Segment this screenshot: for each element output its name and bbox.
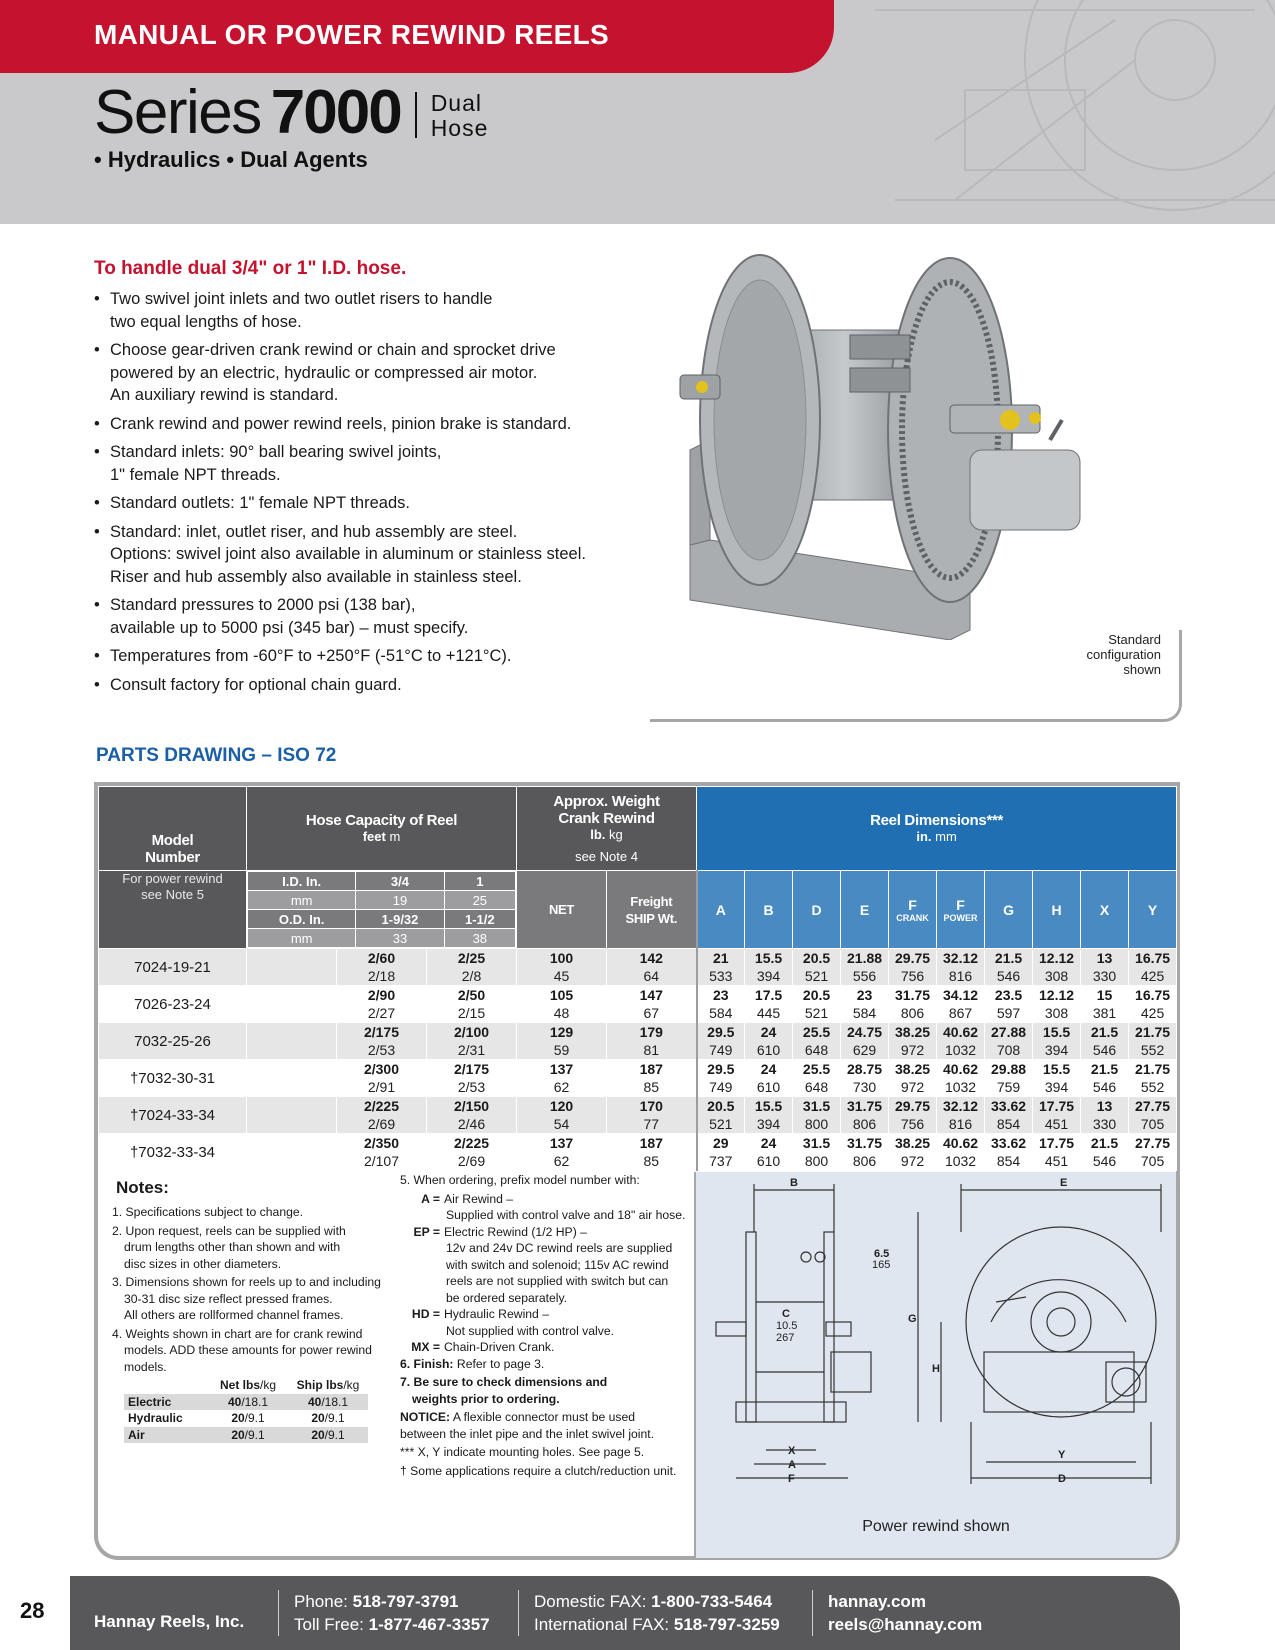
fax-block: Domestic FAX: 1-800-733-5464 International FAX: 518-797-3259 <box>534 1592 780 1634</box>
phone-number[interactable]: 518-797-3791 <box>352 1592 459 1611</box>
web-block <box>828 1590 982 1636</box>
banner <box>0 0 834 73</box>
table-cell: 13 330 <box>1081 1097 1129 1134</box>
page-number-box <box>0 1576 70 1650</box>
xy-note: *** X, Y indicate mounting holes. See page 5. <box>400 1445 645 1459</box>
series-word: Series <box>94 78 261 147</box>
table-row <box>99 949 1177 986</box>
table-row <box>99 1134 1177 1171</box>
table-cell: 40.62 1032 <box>937 1060 985 1097</box>
model-number: †7032-33-34 <box>99 1134 247 1171</box>
table-cell: 27.75 705 <box>1129 1134 1177 1171</box>
table-cell: 15.5 394 <box>1033 1023 1081 1060</box>
table-cell: 29.75 756 <box>889 1097 937 1134</box>
series-subline: • Hydraulics • Dual Agents <box>94 147 368 172</box>
feature-bullet: • Temperatures from -60°F to +250°F (-51°C to +121°C). <box>94 645 654 668</box>
table-cell: 27.75 705 <box>1129 1097 1177 1134</box>
banner-title: MANUAL OR POWER REWIND REELS <box>94 19 609 50</box>
table-cell: 147 67 <box>607 986 697 1023</box>
dim-col-header: D <box>793 871 841 949</box>
table-cell: 16.75 425 <box>1129 949 1177 986</box>
dim-col-header: H <box>1033 871 1081 949</box>
hose-size-grid: I.D. In. 3/4 1 mm 19 25 O.D. In. 1-9/32 1-1/2 mm 33 38 <box>247 871 517 949</box>
footer-divider <box>278 1590 279 1636</box>
table-cell: 120 54 <box>517 1097 607 1134</box>
weight-row: Electric 40/18.1 40/18.1 <box>124 1394 368 1411</box>
power-weight-table: Net lbs/kg Ship lbs/kg Electric 40/18.1 40/18.1 Hydraulic 20/9.1 20/9.1 Air 20/9.1 20/9.1 <box>124 1377 368 1443</box>
table-cell: 2/25 2/8 <box>427 949 517 986</box>
legend-entry: MX = Chain-Driven Crank. <box>411 1340 555 1354</box>
feature-bullet: • Standard inlets: 90° ball bearing swivel joints, 1" female NPT threads. <box>94 441 654 486</box>
reel-product-image <box>650 240 1182 640</box>
table-cell: 38.25 972 <box>889 1023 937 1060</box>
table-cell: 17.75 451 <box>1033 1134 1081 1171</box>
note-3: 3. Dimensions shown for reels up to and including 30-31 disc size reflect pressed frames. All others are rollformed channel frames. <box>112 1275 381 1322</box>
svg-text:10.5: 10.5 <box>776 1320 798 1332</box>
svg-text:267: 267 <box>776 1332 795 1344</box>
page-number: 28 <box>20 1598 45 1623</box>
website-link[interactable]: hannay.com <box>828 1592 926 1611</box>
dim-col-header: E <box>841 871 889 949</box>
table-cell: 33.62 854 <box>985 1134 1033 1171</box>
svg-text:Y: Y <box>1058 1449 1066 1461</box>
table-cell: 21.88 556 <box>841 949 889 986</box>
table-cell: 38.25 972 <box>889 1060 937 1097</box>
table-cell: 38.25 972 <box>889 1134 937 1171</box>
note-4: 4. Weights shown in chart are for crank rewind models. ADD these amounts for power rewind models. <box>112 1326 372 1374</box>
table-cell: 24 610 <box>745 1134 793 1171</box>
table-cell: 32.12 816 <box>937 1097 985 1134</box>
table-cell: 31.5 800 <box>793 1097 841 1134</box>
dim-col-header: F CRANK <box>889 871 937 949</box>
notes-title: Notes: <box>116 1178 169 1197</box>
table-cell: 15.5 394 <box>745 1097 793 1134</box>
phone-block: Phone: 518-797-3791 Toll Free: 1-877-467-3357 <box>294 1592 490 1634</box>
dim-col-header: Y <box>1129 871 1177 949</box>
dagger-note: † Some applications require a clutch/reduction unit. <box>400 1463 677 1478</box>
footer-divider <box>812 1590 813 1636</box>
table-cell: 2/175 2/53 <box>337 1023 427 1060</box>
table-cell <box>247 986 337 1023</box>
table-cell: 17.5 445 <box>745 986 793 1023</box>
reel-watermark-icon <box>815 0 1275 224</box>
table-cell: 31.75 806 <box>841 1134 889 1171</box>
table-cell: 13 330 <box>1081 949 1129 986</box>
table-cell: 129 59 <box>517 1023 607 1060</box>
table-cell: 23 584 <box>841 986 889 1023</box>
table-cell: 29.5 749 <box>697 1060 745 1097</box>
feature-bullet: • Consult factory for optional chain guard. <box>94 674 654 697</box>
table-cell: 15.5 394 <box>745 949 793 986</box>
capacity-header: Hose Capacity of Reel feet m <box>247 787 517 871</box>
model-number: 7032-25-26 <box>99 1023 247 1060</box>
notes-panel <box>98 1172 694 1558</box>
note-2: 2. Upon request, reels can be supplied with drum lengths other than shown and with disc sizes in other diameters. <box>112 1223 346 1271</box>
table-cell: 23 584 <box>697 986 745 1023</box>
table-cell: 29.5 749 <box>697 1023 745 1060</box>
table-cell: 32.12 816 <box>937 949 985 986</box>
svg-text:G: G <box>908 1313 917 1325</box>
table-cell: 2/100 2/31 <box>427 1023 517 1060</box>
dim-col-header: A <box>697 871 745 949</box>
table-cell: 137 62 <box>517 1134 607 1171</box>
table-cell: 187 85 <box>607 1060 697 1097</box>
notes-right <box>400 1172 690 1481</box>
table-cell: 29.75 756 <box>889 949 937 986</box>
model-header: Model Number <box>99 787 247 871</box>
table-cell: 2/50 2/15 <box>427 986 517 1023</box>
table-cell: 17.75 451 <box>1033 1097 1081 1134</box>
parts-drawing-heading: PARTS DRAWING – ISO 72 <box>96 745 337 766</box>
prefix-legend <box>400 1191 690 1356</box>
table-row <box>99 1097 1177 1134</box>
model-number: 7024-19-21 <box>99 949 247 986</box>
series-number: 7000 <box>270 78 401 147</box>
svg-text:165: 165 <box>872 1259 891 1271</box>
table-cell: 100 45 <box>517 949 607 986</box>
svg-text:D: D <box>1058 1473 1066 1485</box>
notice: NOTICE: A flexible connector must be used between the inlet pipe and the inlet swivel joint. <box>400 1410 655 1441</box>
table-cell: 25.5 648 <box>793 1060 841 1097</box>
table-cell: 170 77 <box>607 1097 697 1134</box>
notes-left <box>112 1204 382 1443</box>
table-cell: 24 610 <box>745 1023 793 1060</box>
dim-label-b: B <box>790 1177 798 1189</box>
table-cell: 105 48 <box>517 986 607 1023</box>
table-cell: 27.88 708 <box>985 1023 1033 1060</box>
feature-bullet: • Choose gear-driven crank rewind or chain and sprocket drive powered by an electric, hydraulic or compressed air motor. An auxiliary rewind is standard. <box>94 339 654 407</box>
table-cell: 21.5 546 <box>985 949 1033 986</box>
table-cell: 25.5 648 <box>793 1023 841 1060</box>
dim-col-header: F POWER <box>937 871 985 949</box>
svg-text:6.5: 6.5 <box>874 1248 890 1260</box>
legend-entry: HD = Hydraulic Rewind – Not supplied with control valve. <box>411 1307 615 1338</box>
table-cell: 21.75 552 <box>1129 1060 1177 1097</box>
table-cell: 142 64 <box>607 949 697 986</box>
table-cell: 23.5 597 <box>985 986 1033 1023</box>
table-cell: 15 381 <box>1081 986 1129 1023</box>
table-cell: 2/300 2/91 <box>337 1060 427 1097</box>
table-cell: 29.88 759 <box>985 1060 1033 1097</box>
feature-bullet: • Standard: inlet, outlet riser, and hub assembly are steel. Options: swivel joint also available in aluminum or stainless steel. Riser and hub assembly also available in stainless steel. <box>94 521 654 589</box>
table-cell: 21.5 546 <box>1081 1060 1129 1097</box>
table-cell <box>247 1097 337 1134</box>
table-cell: 21 533 <box>697 949 745 986</box>
legend-entry: EP = Electric Rewind (1/2 HP) – 12v and 24v DC rewind reels are supplied with switch and solenoid; 115v AC rewind reels are not supplied with switch but can be ordered separately. <box>413 1224 673 1305</box>
feature-list <box>94 288 654 702</box>
table-cell: 40.62 1032 <box>937 1134 985 1171</box>
weight-row: Hydraulic 20/9.1 20/9.1 <box>128 1411 345 1425</box>
svg-text:C: C <box>782 1308 790 1320</box>
footer <box>70 1576 1180 1650</box>
table-cell: 2/150 2/46 <box>427 1097 517 1134</box>
note-6: 6. Finish: Refer to page 3. <box>400 1356 545 1371</box>
table-cell: 137 62 <box>517 1060 607 1097</box>
svg-text:F: F <box>788 1473 795 1485</box>
table-cell: 34.12 867 <box>937 986 985 1023</box>
table-row <box>99 1060 1177 1097</box>
table-cell: 2/225 2/69 <box>427 1134 517 1171</box>
table-cell: 20.5 521 <box>793 949 841 986</box>
table-cell: 33.62 854 <box>985 1097 1033 1134</box>
dimensions-header: Reel Dimensions*** in. mm <box>697 787 1177 871</box>
note-1: 1. Specifications subject to change. <box>112 1205 304 1219</box>
weight-row: Air 20/9.1 20/9.1 <box>124 1427 368 1444</box>
company-name: Hannay Reels, Inc. <box>94 1612 245 1631</box>
model-note: For power rewind see Note 5 <box>99 871 247 949</box>
table-cell: 21.5 546 <box>1081 1023 1129 1060</box>
table-cell <box>247 1023 337 1060</box>
table-cell: 24.75 629 <box>841 1023 889 1060</box>
table-cell: 31.75 806 <box>841 1097 889 1134</box>
diagram-caption: Power rewind shown <box>862 1518 1010 1535</box>
title-divider <box>415 92 417 138</box>
table-cell: 2/175 2/53 <box>427 1060 517 1097</box>
svg-text:X: X <box>788 1445 796 1457</box>
feature-bullet: • Two swivel joint inlets and two outlet risers to handle two equal lengths of hose. <box>94 288 654 333</box>
table-cell: 15.5 394 <box>1033 1060 1081 1097</box>
weight-header: Approx. Weight Crank Rewind lb. kg see Note 4 <box>517 787 697 871</box>
table-cell: 28.75 730 <box>841 1060 889 1097</box>
series-title <box>94 78 489 147</box>
feature-bullet: • Standard outlets: 1" female NPT threads. <box>94 492 654 515</box>
dim-col-header: G <box>985 871 1033 949</box>
footer-divider <box>518 1590 519 1636</box>
svg-text:H: H <box>932 1363 940 1375</box>
table-cell: 12.12 308 <box>1033 986 1081 1023</box>
table-cell: 179 81 <box>607 1023 697 1060</box>
table-cell: 2/225 2/69 <box>337 1097 427 1134</box>
table-cell: 2/60 2/18 <box>337 949 427 986</box>
dim-col-header: X <box>1081 871 1129 949</box>
model-number: †7024-33-34 <box>99 1097 247 1134</box>
note-5: 5. When ordering, prefix model number with: <box>400 1173 640 1187</box>
table-cell: 31.75 806 <box>889 986 937 1023</box>
table-cell: 16.75 425 <box>1129 986 1177 1023</box>
svg-text:A: A <box>788 1459 796 1471</box>
parts-diagram <box>696 1172 1176 1558</box>
dim-col-header: B <box>745 871 793 949</box>
legend-entry: A = Air Rewind – Supplied with control valve and 18" air hose. <box>421 1191 686 1222</box>
note-7: 7. Be sure to check dimensions and weights prior to ordering. <box>400 1375 608 1406</box>
email-link[interactable]: reels@hannay.com <box>828 1615 983 1634</box>
photo-caption: Standard configuration shown <box>1086 632 1161 677</box>
international-fax[interactable]: 518-797-3259 <box>673 1615 780 1634</box>
table-row <box>99 986 1177 1023</box>
table-cell: 20.5 521 <box>697 1097 745 1134</box>
table-cell: 12.12 308 <box>1033 949 1081 986</box>
table-cell: 2/350 2/107 <box>337 1134 427 1171</box>
feature-bullet: • Crank rewind and power rewind reels, pinion brake is standard. <box>94 413 654 436</box>
table-cell: 2/90 2/27 <box>337 986 427 1023</box>
freight-header: Freight SHIP Wt. <box>607 871 697 949</box>
table-cell: 21.75 552 <box>1129 1023 1177 1060</box>
feature-bullet: • Standard pressures to 2000 psi (138 bar), available up to 5000 psi (345 bar) – must specify. <box>94 594 654 639</box>
intro-heading: To handle dual 3/4" or 1" I.D. hose. <box>94 258 407 279</box>
svg-text:E: E <box>1060 1177 1068 1189</box>
model-number: †7032-30-31 <box>99 1060 247 1097</box>
domestic-fax[interactable]: 1-800-733-5464 <box>651 1592 773 1611</box>
table-cell <box>247 949 337 986</box>
model-number: 7026-23-24 <box>99 986 247 1023</box>
table-cell <box>247 1134 337 1171</box>
table-cell <box>247 1060 337 1097</box>
table-cell: 24 610 <box>745 1060 793 1097</box>
table-row <box>99 1023 1177 1060</box>
table-cell: 20.5 521 <box>793 986 841 1023</box>
spec-table <box>98 786 1177 1171</box>
tollfree-number[interactable]: 1-877-467-3357 <box>368 1615 490 1634</box>
dual-hose-label: Dual Hose <box>430 90 489 141</box>
table-cell: 40.62 1032 <box>937 1023 985 1060</box>
table-cell: 29 737 <box>697 1134 745 1171</box>
table-cell: 187 85 <box>607 1134 697 1171</box>
reel-dimension-drawing <box>696 1172 1176 1512</box>
table-cell: 31.5 800 <box>793 1134 841 1171</box>
table-cell: 21.5 546 <box>1081 1134 1129 1171</box>
net-header: NET <box>517 871 607 949</box>
